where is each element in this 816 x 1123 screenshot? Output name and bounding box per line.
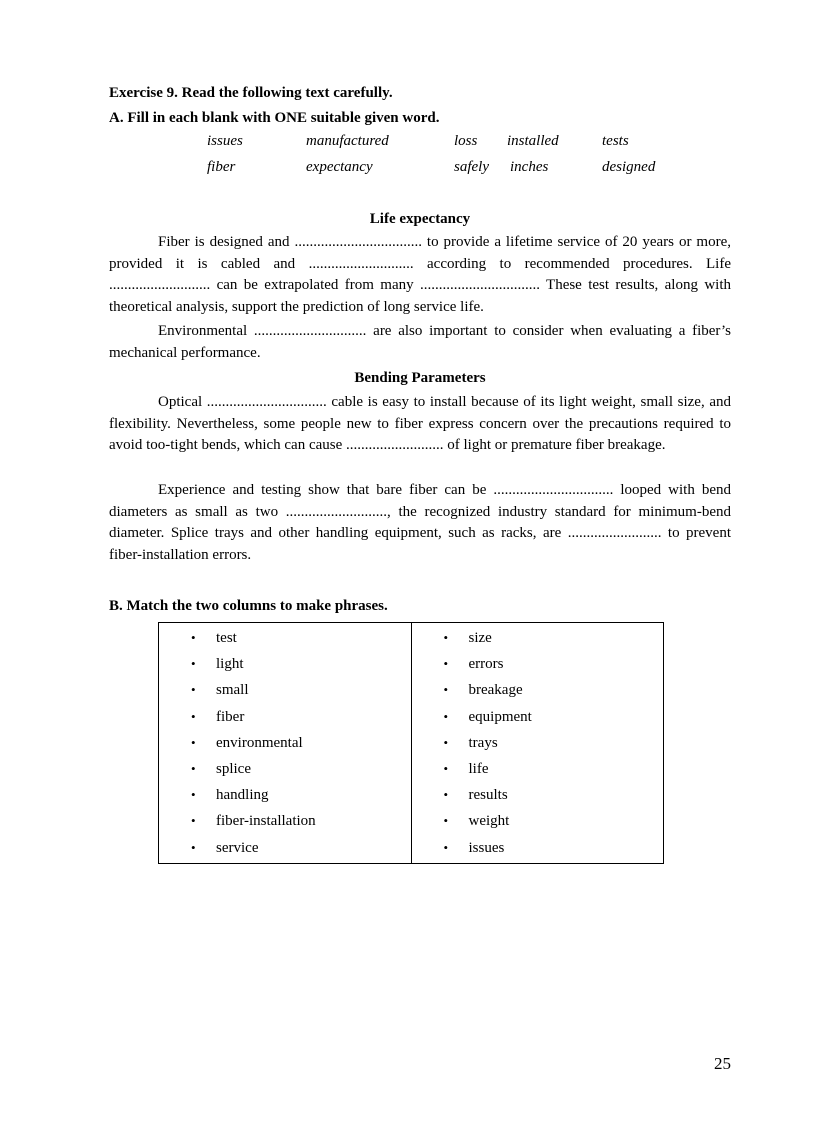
bullet-icon: • xyxy=(443,813,449,829)
bullet-icon: • xyxy=(443,682,449,698)
item-label: weight xyxy=(468,813,510,830)
bullet-icon: • xyxy=(191,630,196,645)
bullet-icon: • xyxy=(443,630,449,645)
part-a-instruction: A. Fill in each blank with ONE suitable given word. xyxy=(109,110,440,126)
matching-table xyxy=(158,622,664,864)
paragraph-life-expectancy-1: Fiber is designed and .................................. to provide a lifetime service of 20 years or more, provided it is cabled and ............................ according to recommended procedures. Life ........................... can be extrapolated from many ................................ These test results, along with theoretical analysis, support the prediction of long service life. xyxy=(109,234,731,315)
bullet-icon: • xyxy=(191,656,196,672)
left-column-item xyxy=(159,679,411,705)
right-column xyxy=(411,623,664,864)
item-label: service xyxy=(216,839,259,856)
word-bank-item: issues xyxy=(207,133,243,149)
right-column-list xyxy=(412,627,664,863)
left-column-item xyxy=(159,810,411,836)
bullet-icon: • xyxy=(443,656,449,672)
word-bank-row-1 xyxy=(207,133,677,153)
word-bank-item: fiber xyxy=(207,159,236,175)
bullet-icon: • xyxy=(443,734,449,750)
item-label: size xyxy=(468,630,492,646)
word-bank-item: expectancy xyxy=(306,159,373,175)
item-label: splice xyxy=(216,760,251,777)
word-bank-item: loss xyxy=(454,133,478,149)
right-column-item xyxy=(412,758,664,784)
bullet-icon: • xyxy=(443,839,449,855)
right-column-item xyxy=(412,837,664,863)
bullet-icon: • xyxy=(443,760,449,776)
item-label: light xyxy=(216,656,244,673)
item-label: issues xyxy=(468,839,505,856)
right-column-item xyxy=(412,706,664,732)
section-title-life-expectancy: Life expectancy xyxy=(369,211,471,227)
right-column-item xyxy=(412,679,664,705)
item-label: fiber xyxy=(216,708,245,725)
word-bank-item: safely xyxy=(454,159,489,175)
bullet-icon: • xyxy=(191,839,196,855)
item-label: life xyxy=(468,760,489,777)
word-bank-item: manufactured xyxy=(306,133,389,149)
right-column-item xyxy=(412,653,664,679)
left-column-list xyxy=(159,627,411,863)
item-label: trays xyxy=(468,734,498,751)
item-label: fiber-installation xyxy=(216,813,316,830)
left-column-item xyxy=(159,627,411,653)
word-bank-item: tests xyxy=(602,133,629,149)
bullet-icon: • xyxy=(191,708,196,724)
left-column xyxy=(159,623,412,864)
word-bank-row-2 xyxy=(207,159,677,179)
item-label: test xyxy=(216,630,237,646)
bullet-icon: • xyxy=(443,708,449,724)
item-label: equipment xyxy=(468,708,532,725)
right-column-item xyxy=(412,784,664,810)
bullet-icon: • xyxy=(443,787,449,803)
word-bank-item: designed xyxy=(602,159,656,175)
right-column-item xyxy=(412,732,664,758)
bullet-icon: • xyxy=(191,813,196,829)
page-number: 25 xyxy=(714,1054,731,1073)
item-label: small xyxy=(216,682,249,699)
left-column-item xyxy=(159,758,411,784)
left-column-item xyxy=(159,837,411,863)
right-column-item xyxy=(412,810,664,836)
item-label: breakage xyxy=(468,682,523,699)
bullet-icon: • xyxy=(191,734,196,750)
word-bank-item: inches xyxy=(510,159,549,175)
left-column-item xyxy=(159,706,411,732)
left-column-item xyxy=(159,732,411,758)
left-column-item xyxy=(159,653,411,679)
paragraph-bending-1: Optical ................................ cable is easy to install because of its light weight, small size, and flexibility. Nevertheless, some people new to fiber express concern over the precautions required to avoid too-tight bends, which can cause .......................... of light or premature fiber breakage. xyxy=(109,394,731,453)
right-column-item xyxy=(412,627,664,653)
bullet-icon: • xyxy=(191,760,196,776)
bullet-icon: • xyxy=(191,682,196,698)
bullet-icon: • xyxy=(191,787,196,803)
item-label: handling xyxy=(216,787,269,804)
left-column-item xyxy=(159,784,411,810)
section-title-bending-parameters: Bending Parameters xyxy=(354,370,486,386)
paragraph-bending-2: Experience and testing show that bare fiber can be ................................ looped with bend diameters as small as two ..........................., the recognized industry standard for minimum-bend diameter. Splice trays and other handling equipment, such as racks, are ......................... to prevent fiber-installation errors. xyxy=(109,482,731,563)
exercise-title: Exercise 9. Read the following text carefully. xyxy=(109,85,393,101)
item-label: results xyxy=(468,787,508,804)
paragraph-life-expectancy-2: Environmental .............................. are also important to consider when evaluating a fiber’s mechanical performance. xyxy=(109,323,731,361)
item-label: environmental xyxy=(216,734,303,751)
item-label: errors xyxy=(468,656,504,673)
word-bank-item: installed xyxy=(507,133,559,149)
part-b-instruction: B. Match the two columns to make phrases. xyxy=(109,598,388,614)
